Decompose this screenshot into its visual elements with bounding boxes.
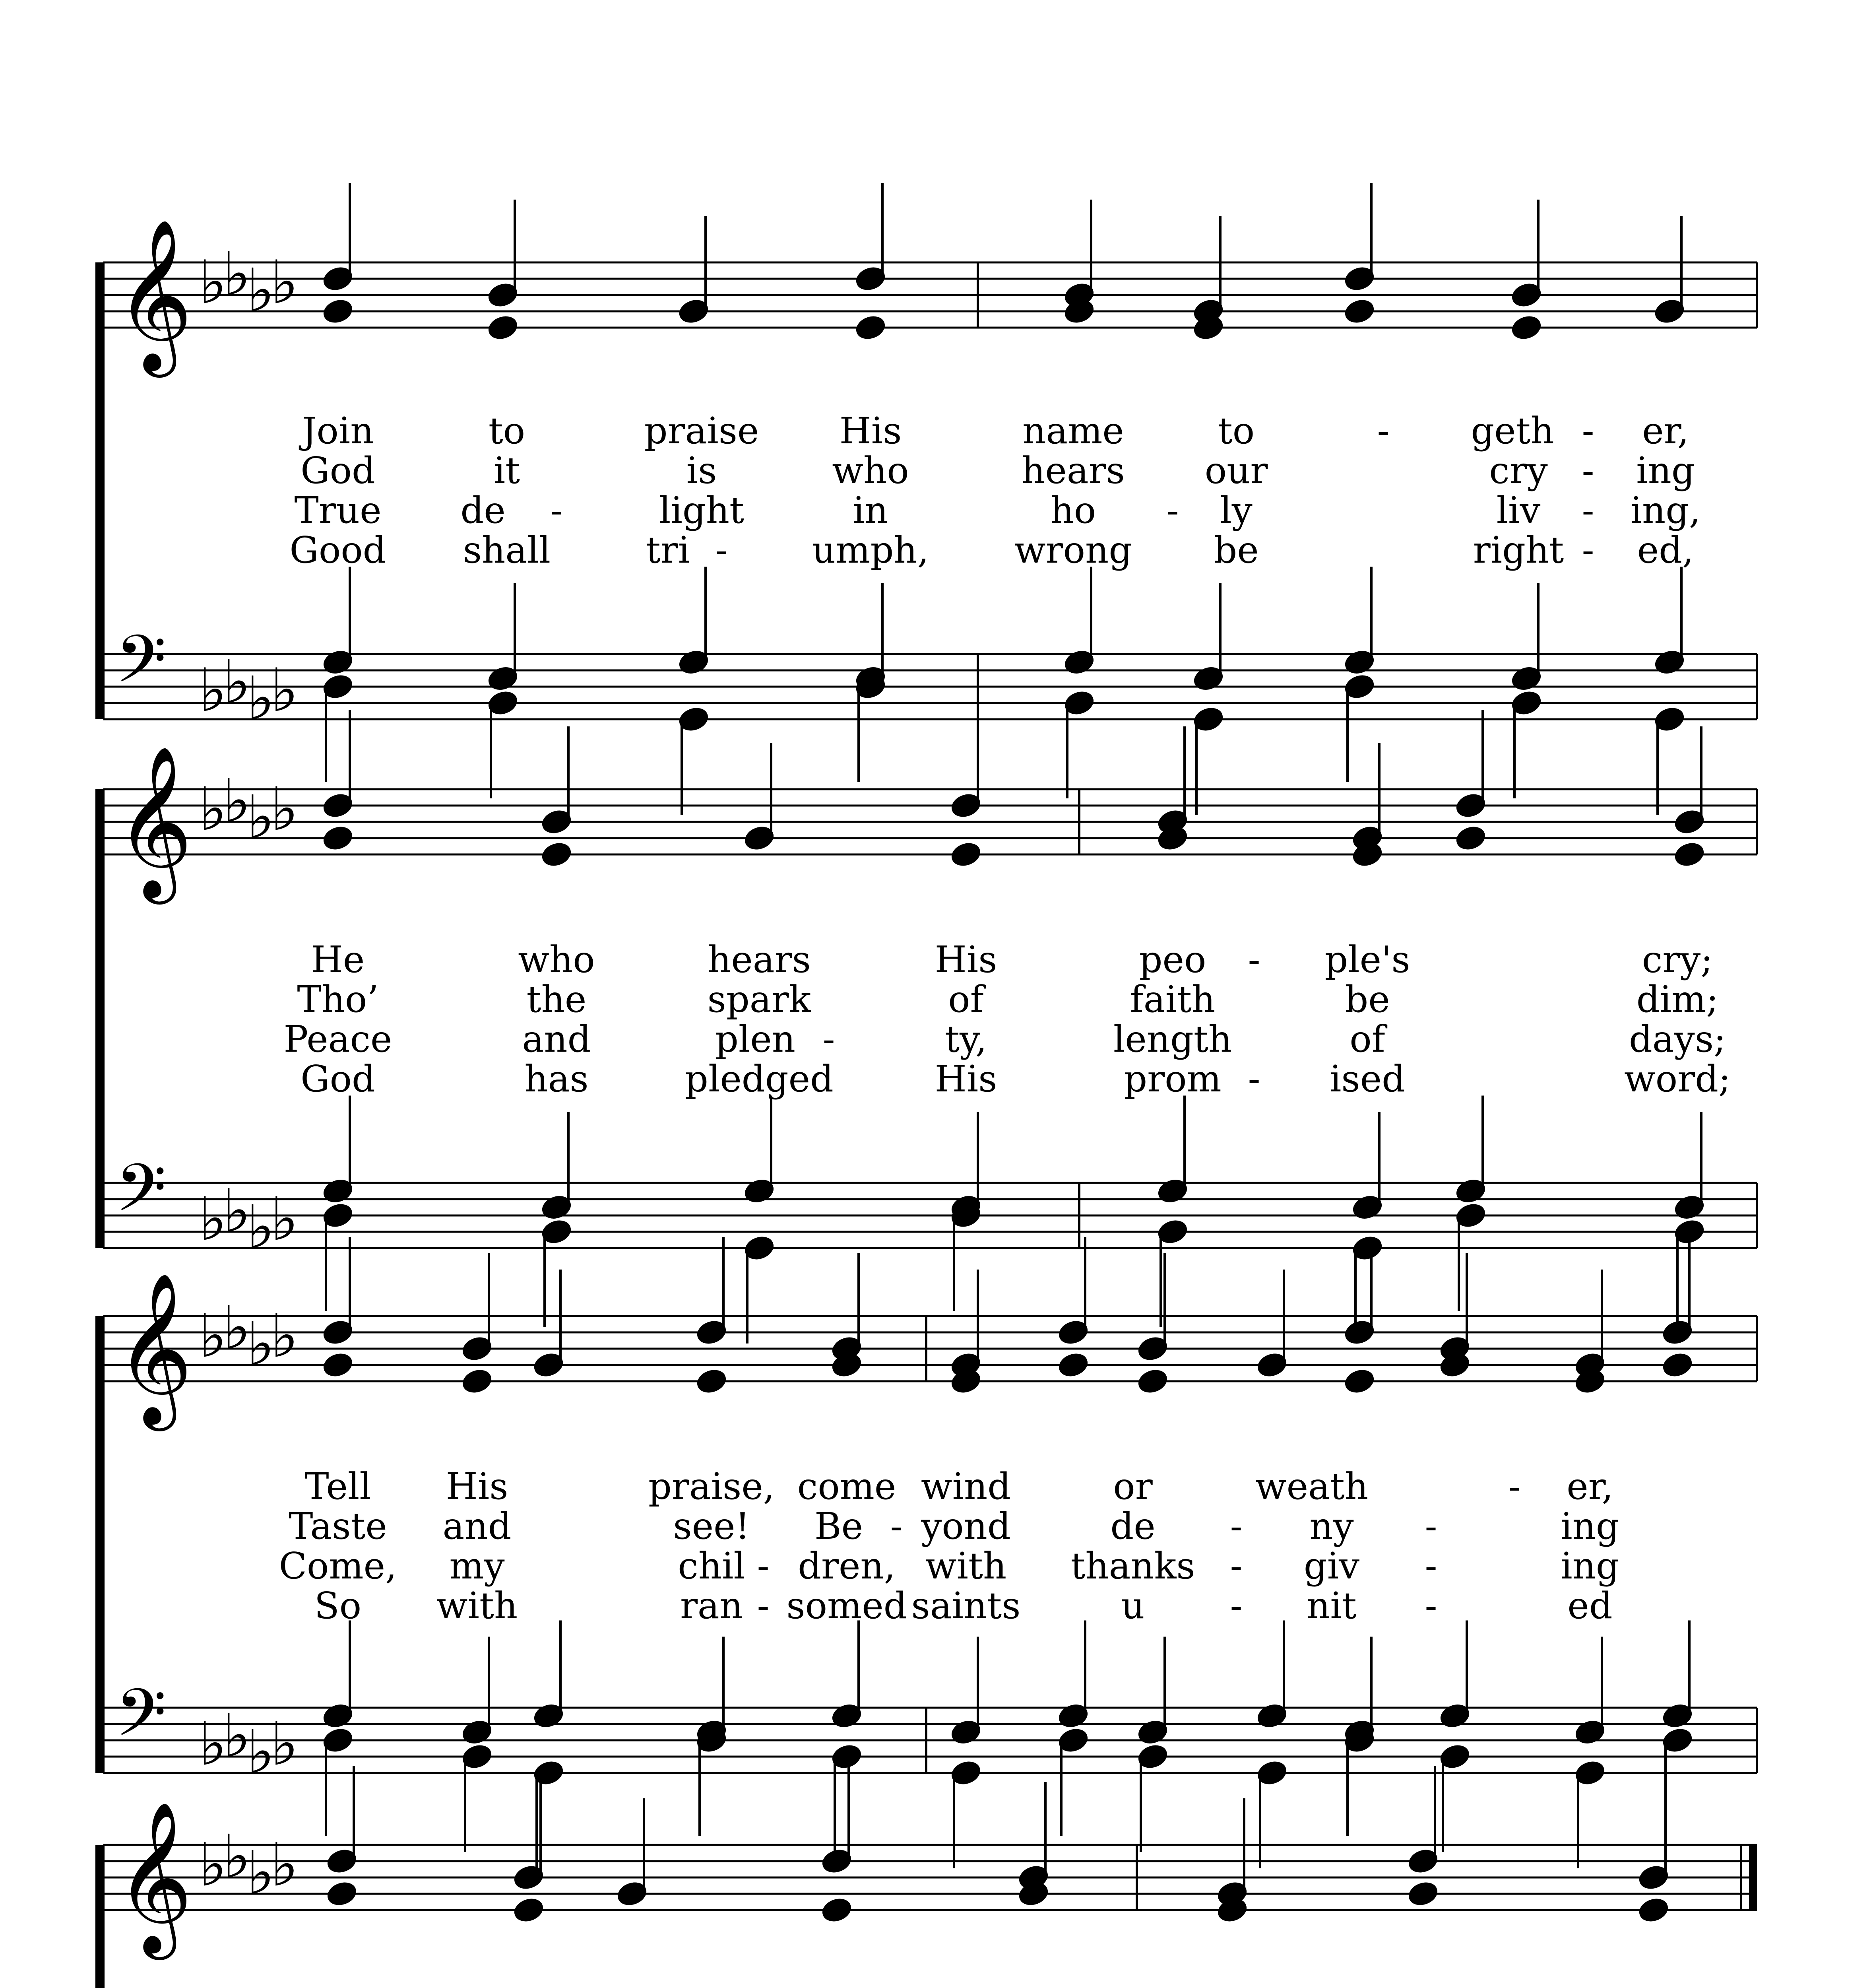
lyric-word: wrong	[1014, 529, 1132, 571]
lyric-word: His	[935, 1058, 997, 1100]
lyric-word: His	[839, 410, 902, 452]
notehead	[541, 841, 572, 868]
notehead	[487, 314, 519, 341]
lyric-word: u	[1121, 1584, 1145, 1627]
lyric-word: to	[488, 410, 525, 452]
flat-sign: ♭	[223, 767, 251, 836]
lyrics	[289, 410, 1700, 571]
notehead	[322, 825, 354, 852]
system-bracket	[95, 1316, 103, 1773]
verse-2-line	[301, 449, 1695, 492]
flat-sign: ♭	[246, 783, 275, 852]
flat-sign: ♭	[246, 1310, 275, 1379]
flat-sign: ♭	[223, 1293, 251, 1363]
flat-sign: ♭	[270, 248, 299, 317]
lyric-word: spark	[707, 978, 811, 1021]
lyric-word: -	[1166, 489, 1179, 532]
lyric-word: geth	[1471, 410, 1554, 452]
lyric-word: -	[1425, 1584, 1437, 1627]
lyric-word: ly	[1220, 489, 1253, 532]
treble-staff	[103, 1237, 1757, 1432]
lyric-word: in	[853, 489, 888, 532]
flat-sign: ♭	[199, 1302, 227, 1371]
bass-clef-icon: 𝄢	[115, 621, 167, 714]
verse-2-line	[297, 978, 1718, 1021]
lyric-word: cry;	[1642, 938, 1713, 981]
lyrics	[279, 1465, 1619, 1627]
lyric-word: to	[1218, 410, 1255, 452]
flat-sign: ♭	[270, 1710, 299, 1779]
lyric-word: -	[1425, 1545, 1437, 1587]
lyric-word: -	[550, 489, 563, 532]
notehead	[1057, 1351, 1089, 1378]
lyric-word: de	[1110, 1505, 1156, 1547]
lyric-word: ed	[1567, 1584, 1613, 1627]
system-bracket	[95, 1845, 103, 1988]
lyric-word: ing,	[1630, 489, 1701, 532]
lyric-word: -	[1230, 1505, 1243, 1547]
system-4	[95, 1766, 1757, 1988]
lyric-word: peo	[1139, 938, 1206, 981]
lyric-word: ho	[1050, 489, 1096, 532]
lyric-word: yond	[921, 1505, 1011, 1547]
flat-sign: ♭	[246, 1718, 275, 1787]
lyric-word: with	[436, 1584, 518, 1627]
notehead	[322, 298, 354, 325]
notehead	[1510, 314, 1542, 341]
lyric-word: and	[522, 1018, 591, 1060]
lyric-word: ing	[1561, 1505, 1619, 1547]
lyric-word: liv	[1496, 489, 1541, 532]
lyric-word: -	[1377, 410, 1390, 452]
lyric-word: er,	[1642, 410, 1689, 452]
treble-staff	[103, 183, 1757, 379]
flat-sign: ♭	[223, 1701, 251, 1771]
lyric-word: Good	[289, 529, 386, 571]
treble-clef-icon: 𝄞	[115, 745, 193, 897]
lyric-word: True	[294, 489, 382, 532]
lyric-word: -	[1248, 1058, 1260, 1100]
lyric-word: the	[526, 978, 587, 1021]
verse-1-line	[304, 1465, 1613, 1508]
lyric-word: Be	[814, 1505, 863, 1547]
treble-staff	[103, 1766, 1757, 1961]
lyric-word: my	[449, 1545, 505, 1587]
flat-sign: ♭	[199, 656, 227, 725]
lyric-word: be	[1214, 529, 1259, 571]
lyric-word: who	[832, 449, 909, 492]
notehead	[1407, 1880, 1439, 1907]
final-barline-thick	[1749, 1845, 1757, 1910]
lyric-word: Taste	[289, 1505, 387, 1547]
verse-2-line	[289, 1505, 1619, 1547]
lyric-word: Tell	[304, 1465, 371, 1508]
lyric-word: light	[659, 489, 744, 532]
system-bracket	[95, 262, 103, 719]
lyric-word: thanks	[1070, 1545, 1195, 1587]
verse-4-line	[314, 1584, 1613, 1627]
notehead	[326, 1880, 358, 1907]
flat-sign: ♭	[270, 1302, 299, 1371]
lyric-word: tri	[646, 529, 690, 571]
flat-sign: ♭	[199, 1710, 227, 1779]
lyrics	[283, 938, 1731, 1100]
lyric-word: -	[1582, 410, 1594, 452]
lyric-word: Peace	[283, 1018, 392, 1060]
lyric-word: pledged	[685, 1058, 834, 1100]
lyric-word: His	[446, 1465, 508, 1508]
lyric-word: it	[493, 449, 520, 492]
verse-3-line	[279, 1545, 1619, 1587]
notehead	[1137, 1368, 1169, 1395]
lyric-word: praise	[644, 410, 759, 452]
notehead	[1455, 825, 1487, 852]
system-3	[95, 1237, 1757, 1868]
flat-sign: ♭	[246, 1839, 275, 1908]
notehead	[322, 1351, 354, 1378]
verse-3-line	[294, 489, 1700, 532]
lyric-word: de	[460, 489, 506, 532]
lyric-word: -	[757, 1584, 770, 1627]
lyric-word: -	[715, 529, 728, 571]
flat-sign: ♭	[199, 248, 227, 317]
flat-sign: ♭	[270, 1831, 299, 1900]
system-2	[95, 710, 1757, 1343]
flat-sign: ♭	[246, 664, 275, 734]
lyric-word: His	[935, 938, 997, 981]
lyric-word: with	[925, 1545, 1007, 1587]
notehead	[821, 1897, 853, 1924]
lyric-word: ised	[1330, 1058, 1405, 1100]
lyric-word: ny	[1309, 1505, 1354, 1547]
notehead	[1344, 298, 1375, 325]
lyric-word: ple's	[1324, 938, 1410, 981]
system-1	[95, 183, 1757, 815]
notehead	[950, 841, 982, 868]
lyric-word: er,	[1567, 1465, 1613, 1508]
flat-sign: ♭	[270, 656, 299, 725]
flat-sign: ♭	[246, 1193, 275, 1262]
lyric-word: days;	[1629, 1018, 1726, 1060]
lyric-word: be	[1345, 978, 1390, 1021]
lyric-word: or	[1113, 1465, 1153, 1508]
lyric-word: dren,	[798, 1545, 896, 1587]
lyric-word: ran	[680, 1584, 743, 1627]
flat-sign: ♭	[223, 1822, 251, 1892]
lyric-word: right	[1473, 529, 1564, 571]
lyric-word: hears	[708, 938, 811, 981]
bass-staff	[103, 1621, 1757, 1869]
notehead	[696, 1368, 727, 1395]
lyric-word: dim;	[1636, 978, 1719, 1021]
lyric-word: prom	[1124, 1058, 1222, 1100]
lyric-word: of	[1350, 1018, 1385, 1060]
lyric-word: -	[1230, 1584, 1243, 1627]
lyric-word: ed,	[1637, 529, 1694, 571]
lyric-word: giv	[1303, 1545, 1360, 1587]
lyric-word: length	[1113, 1018, 1232, 1060]
verse-1-line	[299, 410, 1689, 452]
flat-sign: ♭	[223, 648, 251, 717]
treble-clef-icon: 𝄞	[115, 218, 193, 371]
lyric-word: nit	[1307, 1584, 1357, 1627]
lyric-word: weath	[1255, 1465, 1369, 1508]
flat-sign: ♭	[199, 775, 227, 844]
lyric-word: our	[1204, 449, 1268, 492]
verse-4-line	[301, 1058, 1731, 1100]
bass-clef-icon: 𝄢	[115, 1675, 167, 1767]
lyric-word: -	[1582, 489, 1594, 532]
lyric-word: somed	[786, 1584, 907, 1627]
lyric-word: who	[518, 938, 595, 981]
notehead	[1673, 841, 1705, 868]
lyric-word: -	[822, 1018, 835, 1060]
lyric-word: and	[442, 1505, 512, 1547]
lyric-word: -	[1582, 449, 1594, 492]
lyric-word: is	[686, 449, 717, 492]
verse-3-line	[283, 1018, 1726, 1060]
flat-sign: ♭	[199, 1185, 227, 1254]
lyric-word: God	[301, 449, 375, 492]
lyric-word: hears	[1022, 449, 1125, 492]
bass-staff	[103, 567, 1757, 815]
verse-4-line	[289, 529, 1694, 571]
flat-sign: ♭	[223, 1176, 251, 1246]
notehead	[1662, 1351, 1693, 1378]
lyric-word: Tho’	[297, 978, 379, 1021]
lyric-word: So	[314, 1584, 362, 1627]
system-bracket	[95, 789, 103, 1248]
lyric-word: He	[311, 938, 365, 981]
lyric-word: saints	[911, 1584, 1021, 1627]
lyric-word: -	[1230, 1545, 1243, 1587]
lyric-word: -	[757, 1545, 770, 1587]
treble-staff	[103, 710, 1757, 905]
lyric-word: ty,	[945, 1018, 987, 1060]
notehead	[513, 1897, 545, 1924]
flat-sign: ♭	[270, 775, 299, 844]
lyric-word: praise,	[648, 1465, 775, 1508]
lyric-word: of	[948, 978, 984, 1021]
notehead	[1638, 1897, 1669, 1924]
lyric-word: -	[1425, 1505, 1437, 1547]
lyric-word: shall	[463, 529, 551, 571]
lyric-word: -	[1582, 529, 1594, 571]
lyric-word: -	[1508, 1465, 1521, 1508]
lyric-word: ing	[1561, 1545, 1619, 1587]
lyric-word: Come,	[279, 1545, 397, 1587]
notehead	[1344, 1368, 1375, 1395]
notehead	[855, 314, 886, 341]
lyric-word: plen	[715, 1018, 796, 1060]
lyric-word: word;	[1624, 1058, 1731, 1100]
lyric-word: Join	[302, 410, 374, 452]
treble-clef-icon: 𝄞	[115, 1800, 193, 1953]
notehead	[461, 1368, 493, 1395]
lyric-word: umph,	[812, 529, 929, 571]
lyric-word: ing	[1636, 449, 1695, 492]
lyric-word: God	[301, 1058, 375, 1100]
lyric-word: faith	[1130, 978, 1216, 1021]
flat-sign: ♭	[246, 256, 275, 326]
treble-clef-icon: 𝄞	[115, 1272, 193, 1424]
flat-sign: ♭	[270, 1185, 299, 1254]
lyric-word: wind	[921, 1465, 1011, 1508]
flat-sign: ♭	[199, 1831, 227, 1900]
lyric-word: -	[1248, 938, 1260, 981]
lyric-word: see!	[673, 1505, 750, 1547]
lyric-word: chil	[678, 1545, 745, 1587]
lyric-word: name	[1022, 410, 1124, 452]
lyric-word: has	[524, 1058, 589, 1100]
bass-clef-icon: 𝄢	[115, 1150, 167, 1242]
verse-1-line	[311, 938, 1713, 981]
flat-sign: ♭	[223, 240, 251, 309]
lyric-word: come	[797, 1465, 896, 1508]
lyric-word: -	[890, 1505, 903, 1547]
bass-staff	[103, 1096, 1757, 1344]
lyric-word: cry	[1489, 449, 1548, 492]
